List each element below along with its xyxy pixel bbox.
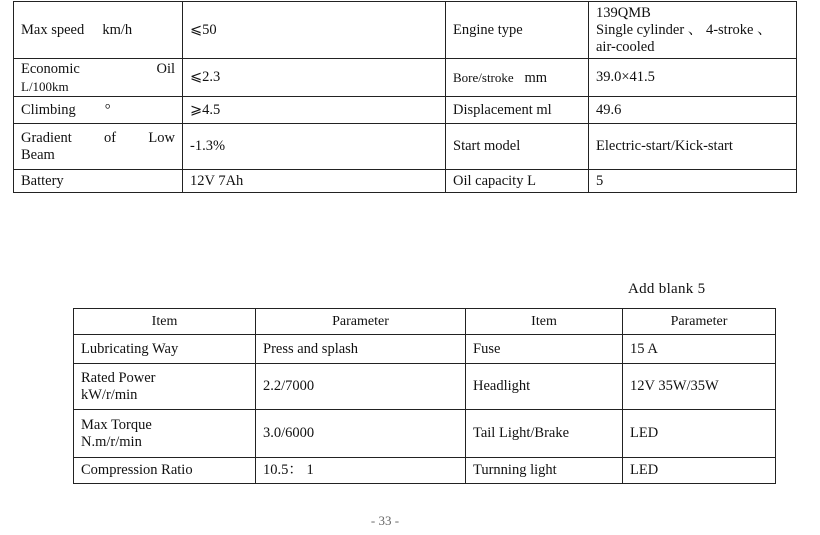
spec-label-cell — [14, 97, 183, 124]
spec-table — [13, 1, 797, 193]
spec-unit: L/100km — [21, 78, 69, 94]
spec-value2-cell — [589, 2, 797, 59]
param-value2: 15 A — [623, 335, 776, 364]
spec-label: Max speed — [21, 21, 85, 38]
spec-label: Low — [148, 129, 175, 146]
table-row — [14, 97, 797, 124]
param-item: Rated Power — [81, 369, 156, 386]
spec-unit: ° — [104, 101, 111, 118]
param-value2: LED — [623, 410, 776, 458]
column-header: Parameter — [256, 309, 466, 335]
param-table — [73, 308, 776, 484]
spec-unit: km/h — [102, 21, 133, 38]
spec-label: of — [104, 129, 117, 146]
spec-label-cell — [14, 59, 183, 97]
table-row — [14, 2, 797, 59]
param-value: 3.0/6000 — [256, 410, 466, 458]
spec-value: ⩽50 — [183, 2, 446, 59]
param-item-cell — [74, 410, 256, 458]
spec-label2: Engine type — [446, 2, 589, 59]
spec-label: Oil — [156, 60, 175, 77]
table-row — [74, 458, 776, 484]
spec-label: Economic — [21, 60, 80, 77]
spec-value2: 5 — [589, 170, 797, 193]
param-item2: Tail Light/Brake — [466, 410, 623, 458]
param-value2: 12V 35W/35W — [623, 364, 776, 410]
spec-label: Beam — [21, 146, 55, 163]
spec-label2: Displacement ml — [446, 97, 589, 124]
page-number: - 33 - — [370, 513, 400, 528]
table-row — [14, 59, 797, 97]
spec-value2: 39.0×41.5 — [589, 59, 797, 97]
add-blank-note: Add blank 5 — [628, 281, 706, 297]
spec-value: 12V 7Ah — [183, 170, 446, 193]
param-value: Press and splash — [256, 335, 466, 364]
spec-label: Gradient — [21, 129, 72, 146]
column-header: Item — [74, 309, 256, 335]
column-header: Item — [466, 309, 623, 335]
spec-label2: Oil capacity L — [446, 170, 589, 193]
param-value2: LED — [623, 458, 776, 484]
table-row — [14, 124, 797, 170]
table-row — [74, 410, 776, 458]
spec-value: ⩾4.5 — [183, 97, 446, 124]
param-value: 2.2/7000 — [256, 364, 466, 410]
spec-label-cell — [14, 124, 183, 170]
param-item: Compression Ratio — [74, 458, 256, 484]
param-item: Max Torque — [81, 416, 152, 433]
spec-unit2: mm — [524, 69, 548, 86]
spec-label2: Start model — [446, 124, 589, 170]
spec-value: ⩽2.3 — [183, 59, 446, 97]
spec-value2: 49.6 — [589, 97, 797, 124]
table-row — [14, 170, 797, 193]
param-item-cell — [74, 364, 256, 410]
param-item2: Fuse — [466, 335, 623, 364]
spec-value2: Electric-start/Kick-start — [589, 124, 797, 170]
spec-label-cell — [14, 2, 183, 59]
spec-label: Battery — [14, 170, 183, 193]
spec-label2-cell — [446, 59, 589, 97]
spec-value2-line: 139QMB — [596, 4, 651, 21]
spec-label2: Bore/stroke — [453, 69, 514, 85]
param-item: Lubricating Way — [74, 335, 256, 364]
table-row — [74, 364, 776, 410]
table-row — [74, 335, 776, 364]
param-value: 10.5： 1 — [256, 458, 466, 484]
spec-value: -1.3% — [183, 124, 446, 170]
spec-value2-line: air-cooled — [596, 38, 655, 55]
column-header: Parameter — [623, 309, 776, 335]
param-item2: Turnning light — [466, 458, 623, 484]
spec-label: Climbing — [21, 101, 76, 118]
param-unit: N.m/r/min — [81, 433, 142, 450]
table-header-row — [74, 309, 776, 335]
param-item2: Headlight — [466, 364, 623, 410]
spec-value2-line: Single cylinder 、 4-stroke 、 — [596, 21, 772, 38]
param-unit: kW/r/min — [81, 386, 138, 403]
